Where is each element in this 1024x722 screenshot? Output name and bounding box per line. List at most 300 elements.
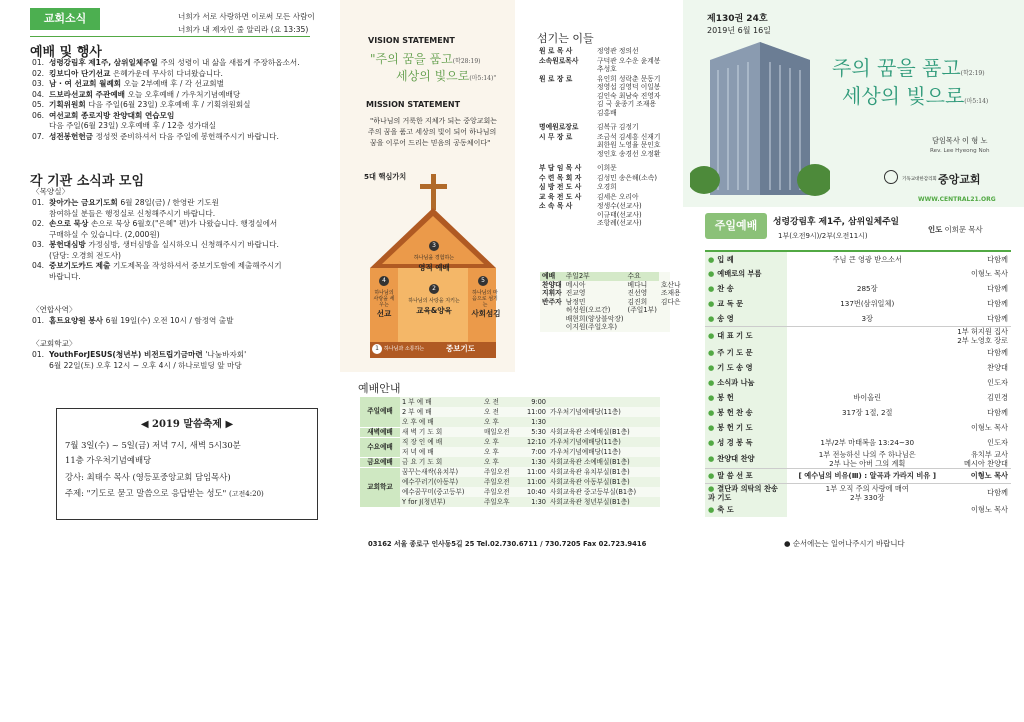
- order-row: [705, 375, 1011, 390]
- list-item: [32, 350, 246, 361]
- order-name: [705, 483, 787, 502]
- table-row: [360, 427, 660, 437]
- order-content: [787, 420, 947, 435]
- duty-cell: 김진희: [627, 297, 648, 306]
- schedule-period: 오 전: [482, 397, 520, 407]
- schedule-period: 오 후: [482, 457, 520, 467]
- footer-note: 순서에는는 일어나주시기 바랍니다: [792, 539, 905, 548]
- item-number: 04.: [32, 261, 45, 270]
- order-name: [705, 450, 787, 469]
- order-person: [947, 251, 1011, 266]
- item-number: 01.: [32, 58, 45, 67]
- core-title: 5대 핵심가치: [364, 172, 407, 181]
- schedule-name: 꿈꾸는새싹(유치부): [400, 467, 482, 477]
- list-item: [32, 111, 300, 122]
- schedule-time: 1:30: [520, 457, 548, 467]
- order-person: [947, 390, 1011, 405]
- list-item: [32, 272, 282, 283]
- festival-line: 강사: 최태수 목사 (영등포중앙교회 담임목사): [65, 472, 231, 482]
- staff-names: [595, 46, 662, 56]
- group3-list: [32, 350, 246, 371]
- schedule-table: [360, 397, 660, 508]
- issue: 제130권 24호: [707, 14, 768, 24]
- staff-name-line: 김성민 송은해(소속): [597, 173, 657, 182]
- schedule-place: 사회교육관 소예배실(B1층): [548, 427, 660, 437]
- url: WWW.CENTRAL21.ORG: [918, 196, 996, 203]
- staff-names: [595, 158, 662, 173]
- list-item: [32, 316, 233, 327]
- group-label: 〈교회학교〉: [32, 339, 77, 348]
- item-number: 01.: [32, 350, 45, 359]
- bullet-icon: ●: [708, 347, 715, 357]
- order-person-line: 다함께: [987, 488, 1008, 497]
- schedule-time: 12:10: [520, 437, 548, 447]
- vision-line: "주의 꿈을 품고: [370, 52, 453, 66]
- duty-cell: [659, 306, 683, 315]
- staff-row: [537, 74, 662, 118]
- value-number: 5: [478, 276, 488, 286]
- duty-cell: 이지원(주일오후): [565, 323, 617, 331]
- festival-line: 11층 가우처기념예배당: [65, 455, 152, 465]
- staff-name-line: 최한원 노영율 문인호: [597, 141, 661, 149]
- slogan-2: 세상의 빛으로: [842, 84, 965, 108]
- staff-table-wrap: [537, 46, 667, 228]
- order-person-line: 다함께: [987, 254, 1008, 264]
- order-name: [705, 435, 787, 450]
- item-text: 바랍니다.: [49, 271, 81, 281]
- order-name: [705, 420, 787, 435]
- order-content-line: 1부 전능하신 나의 주 하나님은: [818, 449, 916, 459]
- group2-list: [32, 316, 233, 327]
- duty-cell: 허성원(오르간): [565, 306, 611, 314]
- order-content: [787, 502, 947, 517]
- schedule-place: 가우처기념예배당(11층): [548, 407, 660, 417]
- staff-names: [595, 74, 662, 118]
- list-item: [32, 69, 300, 80]
- order-name: [705, 296, 787, 311]
- schedule-name: 2 부 예 배: [400, 407, 482, 417]
- staff-table: [537, 46, 662, 228]
- verse-line-1: 너희가 서로 사랑하면 이로써 모든 사람이: [178, 12, 315, 21]
- duty-cell: 예배: [540, 272, 564, 281]
- duty-row: [540, 272, 683, 281]
- order-label: 찬양대 찬양: [717, 454, 755, 463]
- value-number: 4: [379, 276, 389, 286]
- order-label: 주 기 도 문: [717, 347, 753, 357]
- schedule-time: 11:00: [520, 407, 548, 417]
- item-text: 주의 성령이 내 삶을 새롭게 주장하옵소서.: [160, 58, 300, 67]
- verse-line-2: 너희가 내 제자인 줄 알리라 (요 13:35): [178, 25, 309, 34]
- item-text: 6월 22일(토) 오후 12시 ~ 오후 4시 / 하나로빌딩 앞 마당: [49, 360, 242, 370]
- group-label: 〈목양실〉: [32, 187, 70, 196]
- value-number: 2: [429, 284, 439, 294]
- order-content-line: 2부 나는 아버 그의 계획: [829, 458, 906, 468]
- staff-row: [537, 182, 662, 192]
- news-tab: 교회소식: [30, 8, 100, 30]
- schedule-name: 새 벽 기 도 회: [400, 427, 482, 437]
- staff-names: [595, 192, 662, 202]
- schedule-place: 사회교육관 소예배실(B1층): [548, 457, 660, 467]
- group1-list: [32, 198, 282, 282]
- duty-cell: 반주자: [542, 297, 562, 306]
- staff-role: 명예원로장로: [539, 123, 579, 131]
- schedule-name: 저 녁 예 배: [400, 447, 482, 457]
- order-person-line: 유치부 교사: [970, 449, 1008, 459]
- church-building-image: [690, 40, 830, 200]
- order-content: [787, 266, 947, 281]
- duty-cell: 김다은: [660, 297, 681, 306]
- schedule-place: 사회교육관 아동부실(B1층): [548, 477, 660, 487]
- order-content: [787, 296, 947, 311]
- order-content-line: 바이올린: [853, 392, 882, 402]
- duty-cell: 메시아: [565, 280, 586, 289]
- schedule-place: [548, 417, 660, 427]
- festival-theme: 주제: "기도로 묻고 말씀으로 응답받는 성도": [65, 488, 227, 498]
- schedule-period: 오 전: [482, 407, 520, 417]
- worship-title: 예배 및 행사: [30, 45, 102, 60]
- item-text: 은혜가운데 무사히 다녀왔습니다.: [112, 68, 223, 78]
- bullet-icon: ●: [708, 422, 715, 432]
- festival-line: 7월 3일(수) ~ 5일(금) 저녁 7시, 새벽 5시30분: [65, 440, 241, 450]
- item-number: 07.: [32, 131, 45, 141]
- schedule-time: 11:00: [520, 477, 548, 487]
- staff-name-line: 정생수(선교사): [597, 202, 642, 210]
- staff-role: 원 로 목 사: [539, 47, 573, 55]
- order-row: [705, 435, 1011, 450]
- staff-role: 심 방 전 도 사: [539, 183, 582, 191]
- schedule-place: 사회교육관 중고등부실(B1층): [548, 487, 660, 497]
- duty-cell: 진선영: [627, 289, 648, 297]
- value-spiritual-worship: 영적 예배: [418, 263, 450, 272]
- staff-name-line: 유인희 성락춘 문동기: [597, 74, 661, 83]
- item-title: 성령강림후 제1주, 삼위일체주일: [49, 58, 161, 67]
- bullet-icon: ●: [708, 299, 715, 308]
- order-label: 대 표 기 도: [717, 331, 753, 340]
- staff-row: [537, 117, 662, 132]
- staff-title: 섬기는 이들: [537, 32, 594, 45]
- staff-names: [595, 132, 662, 159]
- item-number: 04.: [32, 89, 45, 99]
- order-label: 소식과 나눔: [717, 377, 755, 387]
- table-row: [360, 397, 660, 407]
- duty-cell: 주일2부: [564, 272, 626, 281]
- schedule-time: 1:30: [520, 497, 548, 507]
- vision-line: 세상의 빛으로: [396, 69, 470, 83]
- list-item: [32, 100, 300, 111]
- duty-cell: 베다니: [627, 280, 648, 289]
- value-number: 1: [372, 344, 382, 354]
- mission-title: MISSION STATEMENT: [366, 100, 461, 109]
- list-item: [32, 121, 300, 132]
- bullet-icon: ●: [708, 407, 715, 417]
- bullet-icon: ●: [708, 284, 715, 293]
- item-text: 기도제목을 작성하셔서 중보기도함에 제출해주시기: [112, 261, 282, 270]
- order-content-line: [ 예수님의 비유(Ⅲ) : 알곡과 가라지 비유 ]: [798, 471, 936, 480]
- schedule-table-wrap: [360, 397, 660, 508]
- staff-names: [595, 56, 662, 74]
- item-number: 01.: [32, 198, 45, 207]
- order-label: 찬 송: [717, 284, 734, 293]
- order-person-line: 이형노 목사: [970, 504, 1008, 514]
- order-person: [947, 420, 1011, 435]
- item-number: 03.: [32, 79, 45, 88]
- group-label: 〈연합사역〉: [32, 305, 77, 314]
- order-label: 송 영: [717, 313, 734, 323]
- staff-role: 소 속 목 사: [539, 202, 573, 210]
- order-person-line: 메시아 찬양대: [964, 458, 1008, 468]
- order-label: 말 씀 선 포: [717, 471, 753, 480]
- vision-ref: (마5:14)": [469, 75, 497, 82]
- duty-cell: 조재용: [660, 289, 681, 297]
- sunday-times: 1부(오전9시)/2부(오전11시): [778, 232, 868, 240]
- list-item: [32, 230, 282, 241]
- item-text: '나눔바자회': [205, 350, 247, 359]
- order-person: [947, 405, 1011, 420]
- order-name: [705, 311, 787, 326]
- duty-table: [540, 272, 683, 332]
- order-row: [705, 483, 1011, 502]
- bullet-icon: ●: [708, 254, 715, 264]
- order-label: 축 도: [717, 504, 734, 514]
- bullet-icon: ●: [708, 331, 715, 340]
- slogan-ref: (마5:14): [964, 98, 989, 105]
- mission-line: "하나님의 거룩한 지체가 되는 중앙교회는: [370, 117, 498, 125]
- order-person-line: 다함께: [987, 407, 1008, 417]
- duty-row: [540, 281, 683, 290]
- staff-name-line: 조금석 김세흥 신재기: [597, 132, 661, 141]
- staff-name-line: 김세은 오리아: [597, 192, 639, 201]
- item-title: YouthForJESUS(청년부) 비전트립기금마련: [49, 350, 206, 359]
- schedule-category: 교회학교: [360, 467, 400, 507]
- item-text: 정성껏 준비하셔서 다음 주일에 봉헌해주시기 바랍니다.: [95, 131, 279, 141]
- mission-line: 꿈을 이루어 드리는 믿음의 공동체이다": [370, 139, 491, 147]
- list-item: [32, 209, 282, 220]
- order-label: 교 독 문: [717, 299, 744, 308]
- mission-line: 주의 꿈을 품고 세상의 빛이 되어 하나님의: [368, 128, 497, 136]
- order-content-line: 317장 1절, 2절: [841, 407, 893, 417]
- schedule-place: 사회교육관 유치부실(B1층): [548, 467, 660, 477]
- order-row: [705, 266, 1011, 281]
- order-name: [705, 405, 787, 420]
- value-social-service: 사회섬김: [471, 309, 501, 318]
- order-content: [787, 311, 947, 326]
- item-text: 오늘 오후예배 / 가우처기념예배당: [127, 89, 241, 99]
- table-row: [360, 447, 660, 457]
- duty-row: [540, 315, 683, 324]
- item-text: 다음 주일(6월 23일) 오후예배 후 / 기획위원회실: [88, 100, 251, 109]
- bullet-icon: ●: [708, 362, 715, 372]
- order-wrap: [705, 250, 1011, 517]
- item-title: 홈트요양원 봉사: [49, 316, 106, 325]
- order-label: 성 경 봉 독: [717, 437, 753, 447]
- order-content: [787, 281, 947, 296]
- table-row: [360, 407, 660, 417]
- list-item: [32, 90, 300, 101]
- schedule-place: 사회교육관 청년부실(B1층): [548, 497, 660, 507]
- order-table: [705, 250, 1011, 517]
- staff-names: [595, 182, 662, 192]
- bullet-icon: ●: [708, 483, 715, 493]
- duty-row: [540, 289, 683, 298]
- staff-name-line: 추성호: [597, 65, 617, 73]
- order-label: 봉 헌 찬 송: [717, 407, 753, 417]
- order-content: [787, 405, 947, 420]
- schedule-category: 금요예배: [360, 457, 400, 467]
- order-name: [705, 375, 787, 390]
- order-label: 예배로의 부름: [717, 269, 762, 278]
- value-sub: 하나님의 사랑을 세우는: [373, 290, 395, 308]
- list-item: [32, 198, 282, 209]
- value-number: 3: [429, 241, 439, 251]
- order-content-line: 1부 오직 주의 사랑에 매여: [825, 483, 909, 493]
- item-number: 05.: [32, 100, 45, 109]
- item-text: 참여하실 분들은 행정실로 신청해주시기 바랍니다.: [49, 208, 216, 218]
- duty-cell: [540, 306, 564, 315]
- church-logo-icon: [884, 170, 898, 184]
- item-title: 성전봉헌헌금: [49, 131, 96, 141]
- schedule-period: 오 후: [482, 437, 520, 447]
- bullet-icon: ●: [784, 539, 791, 548]
- item-text: (담당: 오경희 전도사): [49, 250, 121, 260]
- order-label: 봉 헌 기 도: [717, 422, 753, 432]
- duty-cell: 남정민: [565, 297, 586, 306]
- value-sub: 하나님의 사랑을 지키는: [408, 298, 460, 304]
- list-item: [32, 79, 300, 90]
- festival-title: ◀ 2019 말씀축제 ▶: [140, 419, 234, 430]
- order-content: [787, 390, 947, 405]
- list-item: [32, 361, 246, 372]
- staff-row: [537, 201, 662, 228]
- item-title: 중보기도카드 제출: [49, 261, 113, 270]
- order-row: [705, 405, 1011, 420]
- staff-row: [537, 132, 662, 159]
- order-person-line: 다함께: [987, 347, 1008, 357]
- schedule-place: [548, 397, 660, 407]
- value-sub: 하나님과 소통하는: [384, 346, 425, 352]
- item-text: 6월 19일(수) 오전 10시 / 함정역 출발: [105, 316, 234, 325]
- schedule-period: 주일오후: [482, 497, 520, 507]
- order-content: [787, 375, 947, 390]
- order-person-line: 다함께: [987, 299, 1008, 308]
- item-number: 02.: [32, 219, 45, 228]
- order-person-line: 이형노 목사: [970, 269, 1008, 278]
- order-content: [787, 360, 947, 375]
- duty-cell: 배현희(양상블악장): [565, 314, 624, 323]
- bullet-icon: ●: [708, 471, 715, 480]
- item-title: 봉헌대심방: [49, 240, 89, 249]
- schedule-time: 7:00: [520, 447, 548, 457]
- item-title: 드보라선교회 주관예배: [49, 89, 128, 99]
- schedule-time: 1:30: [520, 417, 548, 427]
- duty-cell: (주일1부): [627, 306, 657, 314]
- pastor-en: Rev. Lee Hyeong Noh: [930, 148, 990, 154]
- order-name: [705, 251, 787, 266]
- order-row: [705, 281, 1011, 296]
- slogan-ref: (학2:19): [960, 70, 985, 77]
- order-person: [947, 483, 1011, 502]
- order-row: [705, 296, 1011, 311]
- order-name: [705, 281, 787, 296]
- order-name: [705, 360, 787, 375]
- order-label: 입 례: [717, 254, 734, 264]
- duty-cell: [659, 315, 683, 324]
- staff-name-line: 김홍배: [597, 108, 617, 117]
- bullet-icon: ●: [708, 392, 715, 402]
- vision-title: VISION STATEMENT: [368, 36, 455, 45]
- schedule-period: 주일오전: [482, 467, 520, 477]
- table-row: [360, 497, 660, 507]
- item-title: 찾아가는 금요기도회: [49, 198, 121, 207]
- bullet-icon: ●: [708, 454, 715, 463]
- order-person: [947, 281, 1011, 296]
- leader-label: 인도: [928, 225, 943, 234]
- table-row: [360, 437, 660, 447]
- staff-names: [595, 201, 662, 228]
- value-education: 교육&양육: [416, 306, 452, 315]
- vision-ref: (학28:19): [452, 58, 481, 65]
- schedule-category: 새벽예배: [360, 427, 400, 437]
- schedule-name: 예수꿈꾸미(중고등부): [400, 487, 482, 497]
- schedule-period: 매일오전: [482, 427, 520, 437]
- leader-name: 이희문 목사: [944, 225, 983, 234]
- order-person: [947, 296, 1011, 311]
- bullet-icon: ●: [708, 377, 715, 387]
- order-label: 기 도 송 영: [717, 362, 753, 372]
- order-person: [947, 435, 1011, 450]
- order-content: [787, 251, 947, 266]
- duty-row: [540, 298, 683, 307]
- order-person-line: 이형노 목사: [970, 422, 1008, 432]
- staff-name-line: 김 국 윤종기 조재용: [597, 100, 657, 108]
- staff-name-line: 김인숙 최남숙 진영자: [597, 91, 661, 100]
- value-sub: 하나님을 경험하는: [413, 255, 455, 261]
- schedule-name: 오 후 예 배: [400, 417, 482, 427]
- item-title: 여선교회 종로지방 찬양대회 연습모임: [49, 110, 175, 120]
- staff-name-line: 정영섭 김영덕 이일봉: [597, 83, 661, 91]
- bullet-icon: ●: [708, 313, 715, 323]
- order-row: [705, 345, 1011, 360]
- staff-name-line: 이희문: [597, 164, 617, 172]
- duty-cell: [540, 323, 564, 332]
- schedule-place: 가우처기념예배당(11층): [548, 447, 660, 457]
- staff-role: 원 로 장 로: [539, 74, 573, 83]
- order-person-line: 인도자: [987, 377, 1008, 387]
- duty-cell: [626, 315, 659, 324]
- staff-role: 소속원로목사: [539, 56, 579, 65]
- schedule-period: 주일오전: [482, 487, 520, 497]
- order-name: [705, 468, 787, 483]
- duty-table-wrap: [540, 272, 681, 332]
- item-text: 다음 주일(6월 23일) 오후예배 후 / 12층 성가대실: [49, 121, 216, 130]
- staff-names: [595, 173, 662, 183]
- schedule-time: 11:00: [520, 467, 548, 477]
- order-person: [947, 266, 1011, 281]
- order-row: [705, 420, 1011, 435]
- address: 03162 서울 종로구 인사동5길 25 Tel.02.730.6711 / 730.7205 Fax 02.723.9416: [368, 540, 647, 548]
- order-row: [705, 251, 1011, 266]
- order-content: [787, 435, 947, 450]
- order-label: 결단과 의탁의 찬송과 기도: [708, 483, 778, 502]
- order-content-line: 2부 330장: [850, 492, 885, 502]
- table-row: [360, 487, 660, 497]
- table-row: [360, 477, 660, 487]
- order-name: [705, 326, 787, 345]
- order-person-line: 2부 노영호 장로: [957, 335, 1008, 345]
- order-name: [705, 266, 787, 281]
- staff-row: [537, 173, 662, 183]
- festival-ref: (고전4:20): [229, 490, 264, 498]
- sunday-tab: 주일예배: [705, 213, 767, 239]
